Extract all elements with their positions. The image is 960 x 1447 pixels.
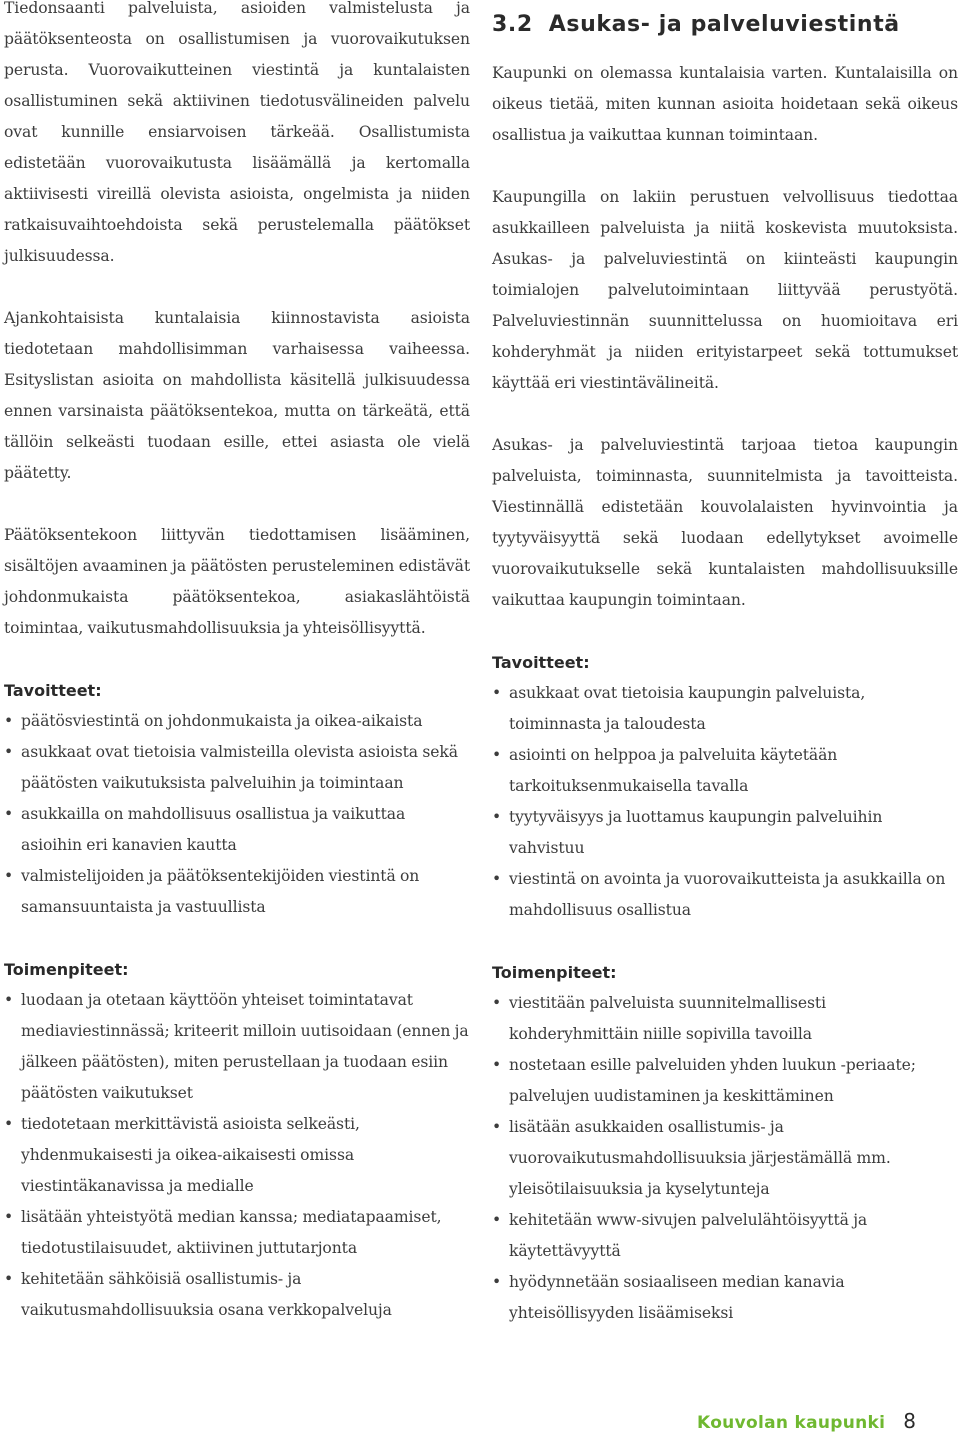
bullet-icon: • bbox=[4, 805, 14, 823]
list-item: • tyytyväisyys ja luottamus kaupungin palveluihin vahvistuu bbox=[492, 802, 958, 864]
bullet-icon: • bbox=[492, 1211, 502, 1229]
actions-list bbox=[4, 985, 470, 1326]
goals-list bbox=[4, 706, 470, 923]
list-item: • kehitetään www-sivujen palvelulähtöisyyttä ja käytettävyyttä bbox=[492, 1205, 958, 1267]
brand-name: Kouvolan kaupunki bbox=[697, 1413, 886, 1433]
list-item: • viestintä on avointa ja vuorovaikutteista ja asukkailla on mahdollisuus osallistua bbox=[492, 864, 958, 926]
actions-list bbox=[492, 988, 958, 1329]
goals-list bbox=[492, 678, 958, 926]
bullet-icon: • bbox=[4, 712, 14, 730]
list-item: • asukkaat ovat tietoisia valmisteilla olevista asioista sekä päätösten vaikutuksista palveluihin ja toimintaan bbox=[4, 737, 470, 799]
list-item: • tiedotetaan merkittävistä asioista selkeästi, yhdenmukaisesti ja oikea-aikaisesti omissa viestintäkanavissa ja medialle bbox=[4, 1109, 470, 1202]
list-item: • viestitään palveluista suunnitelmallisesti kohderyhmittäin niille sopivilla tavoilla bbox=[492, 988, 958, 1050]
bullet-icon: • bbox=[492, 808, 502, 826]
bullet-icon: • bbox=[492, 994, 502, 1012]
bullet-icon: • bbox=[4, 1115, 14, 1133]
list-item: • kehitetään sähköisiä osallistumis- ja vaikutusmahdollisuuksia osana verkkopalveluja bbox=[4, 1264, 470, 1326]
bullet-icon: • bbox=[492, 1118, 502, 1136]
list-item: • asukkaat ovat tietoisia kaupungin palveluista, toiminnasta ja taloudesta bbox=[492, 678, 958, 740]
list-item: • lisätään yhteistyötä median kanssa; mediatapaamiset, tiedotustilaisuudet, aktiivinen juttutarjonta bbox=[4, 1202, 470, 1264]
page-number: 8 bbox=[903, 1409, 916, 1433]
citizens-paragraph: Kaupunki on olemassa kuntalaisia varten. Kuntalaisilla on oikeus tietää, miten kunnan asioita hoidetaan sekä oikeus osallistua ja vaikuttaa kunnan toimintaan. bbox=[492, 64, 958, 144]
timing-paragraph: Ajankohtaisista kuntalaisia kiinnostavista asioista tiedotetaan mahdollisimman varhaisessa vaiheessa. Esityslistan asioita on mahdollista käsitellä julkisuudessa ennen varsinaista päätöksentekoa, mutta on tärkeätä, että tällöin selkeästi tuodaan esille, ettei asiasta ole vielä päätetty. bbox=[4, 309, 470, 482]
bullet-icon: • bbox=[492, 870, 502, 888]
intro-paragraph: Tiedonsaanti palveluista, asioiden valmistelusta ja päätöksenteosta on osallistumisen ja vuorovaikutuksen perusta. Vuorovaikutteinen viestintä ja kuntalaisten osallistuminen sekä aktiivinen tiedotusvälineiden palvelu ovat kunnille ensiarvoisen tärkeää. Osallistumista edistetään vuorovaikutusta lisäämällä ja kertomalla aktiivisesti vireillä olevista asioista, ongelmista ja niiden ratkaisuvaihtoehdoista sekä perustelemalla päätökset julkisuudessa. bbox=[4, 0, 470, 265]
list-item: • päätösviestintä on johdonmukaista ja oikea-aikaista bbox=[4, 706, 470, 737]
list-item: • lisätään asukkaiden osallistumis- ja vuorovaikutusmahdollisuuksia järjestämällä mm. yleisötilaisuuksia ja kyselytunteja bbox=[492, 1112, 958, 1205]
left-column bbox=[4, 0, 470, 1326]
section-number: 3.2 bbox=[492, 12, 533, 37]
bullet-icon: • bbox=[492, 1273, 502, 1291]
section-heading bbox=[492, 0, 958, 50]
list-item: • nostetaan esille palveluiden yhden luukun -periaate; palvelujen uudistaminen ja keskittäminen bbox=[492, 1050, 958, 1112]
page-footer bbox=[697, 1409, 916, 1443]
bullet-icon: • bbox=[4, 991, 14, 1009]
bullet-icon: • bbox=[4, 1208, 14, 1226]
list-item: • hyödynnetään sosiaaliseen median kanavia yhteisöllisyyden lisäämiseksi bbox=[492, 1267, 958, 1329]
bullet-icon: • bbox=[4, 1270, 14, 1288]
actions-heading: Toimenpiteet: bbox=[4, 960, 129, 979]
bullet-icon: • bbox=[492, 746, 502, 764]
bullet-icon: • bbox=[492, 684, 502, 702]
obligation-paragraph: Kaupungilla on lakiin perustuen velvollisuus tiedottaa asukkailleen palveluista ja niitä koskevista muutoksista. Asukas- ja palveluviestintä on kiinteästi kaupungin toimialojen palvelutoimintaan liittyvää perustyötä. Palveluviestinnän suunnittelussa on huomioitava eri kohderyhmät ja niiden erityistarpeet sekä tottumukset käyttää eri viestintävälineitä. bbox=[492, 188, 958, 392]
section-title: Asukas- ja palveluviestintä bbox=[548, 12, 900, 37]
actions-heading: Toimenpiteet: bbox=[492, 963, 617, 982]
bullet-icon: • bbox=[4, 743, 14, 761]
right-column bbox=[492, 0, 958, 1329]
decision-communication-paragraph: Päätöksentekoon liittyvän tiedottamisen lisääminen, sisältöjen avaaminen ja päätösten perusteleminen edistävät johdonmukaista päätöksentekoa, asiakaslähtöistä toimintaa, vaikutusmahdollisuuksia ja yhteisöllisyyttä. bbox=[4, 526, 470, 637]
list-item: • valmistelijoiden ja päätöksentekijöiden viestintä on samansuuntaista ja vastuullista bbox=[4, 861, 470, 923]
list-item: • asukkailla on mahdollisuus osallistua ja vaikuttaa asioihin eri kanavien kautta bbox=[4, 799, 470, 861]
goals-heading: Tavoitteet: bbox=[492, 653, 590, 672]
bullet-icon: • bbox=[4, 867, 14, 885]
list-item: • asiointi on helppoa ja palveluita käytetään tarkoituksenmukaisella tavalla bbox=[492, 740, 958, 802]
list-item: • luodaan ja otetaan käyttöön yhteiset toimintatavat mediaviestinnässä; kriteerit milloin uutisoidaan (ennen ja jälkeen päätösten), miten perustellaan ja tuodaan esiin päätösten vaikutukset bbox=[4, 985, 470, 1109]
goals-heading: Tavoitteet: bbox=[4, 681, 102, 700]
bullet-icon: • bbox=[492, 1056, 502, 1074]
service-info-paragraph: Asukas- ja palveluviestintä tarjoaa tietoa kaupungin palveluista, toiminnasta, suunnitelmista ja tavoitteista. Viestinnällä edistetään kouvolalaisten hyvinvointia ja tyytyväisyyttä sekä luodaan edellytykset avoimelle vuorovaikutukselle sekä kuntalaisten mahdollisuuksille vaikuttaa kaupungin toimintaan. bbox=[492, 436, 958, 609]
